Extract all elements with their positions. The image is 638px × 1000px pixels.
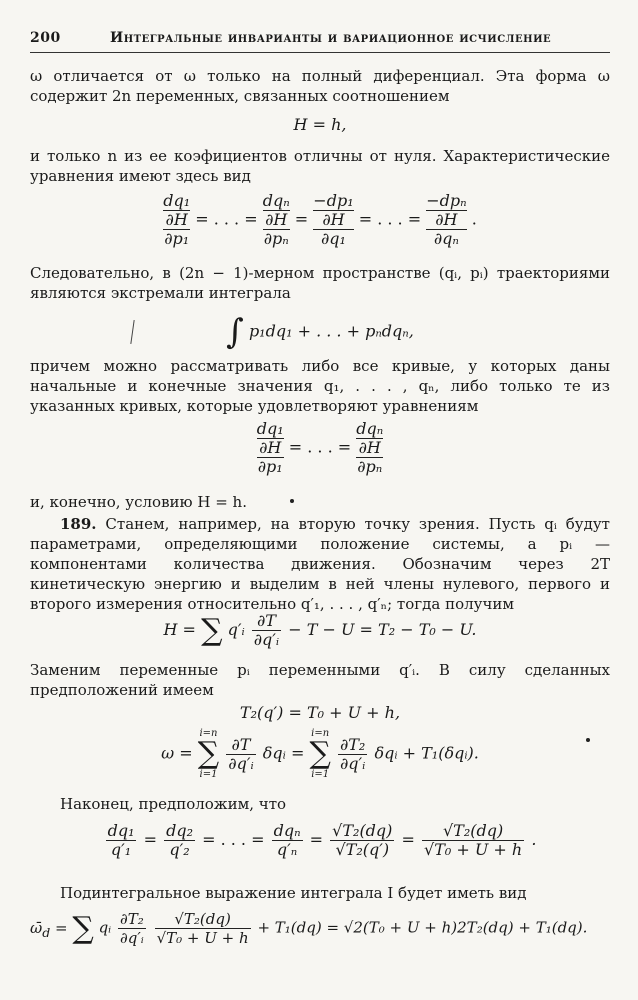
paragraph-2: и только n из ее коэфициентов отличны от нуля. Характеристические уравнения имеют здесь вид <box>30 147 610 185</box>
fraction-sqrt-ratio-2: $\frac{\text{√T₂(dq)}}{\text{√T₀ + U + h}}$ <box>424 821 523 859</box>
paragraph-4: причем можно рассматривать либо все кривые, у которых даны начальные и конечные значения q₁, . . . , qₙ, либо только те из указанных кривых, которые удовлетворяют уравнениям <box>30 357 610 415</box>
fraction-dq1-over-dH-dp1: dq₁ ∂H ∂p₁ <box>163 191 191 248</box>
page-number: 200 <box>30 30 61 46</box>
ink-speck-2 <box>586 738 590 742</box>
equation-characteristic: dq₁ ∂H ∂p₁ = . . . = dqₙ ∂H ∂pₙ = −dp₁ ∂H ∂q₁ = . . . = −dpₙ ∂H ∂qₙ . <box>163 191 477 248</box>
running-title: Интегральные инварианты и вариационное исчисление <box>110 30 552 46</box>
sum-operator-1: i=n ∑ i=1 <box>197 728 220 780</box>
paragraph-1: ω отличается от ω только на полный диференциал. Эта форма ω содержит 2n переменных, связанных соотношением <box>30 67 610 105</box>
sum-sign-2: ∑ <box>72 911 94 946</box>
fraction-dq1-over-q1p: $\frac{\text{dq₁}}{\text{q′₁}}$ <box>107 821 135 859</box>
equation-H-equals-h: H = h, <box>293 115 347 134</box>
fraction-dqn-over-dH-dpn-b: dqₙ ∂H ∂pₙ <box>356 419 384 476</box>
paragraph-3: Следовательно, в (2n − 1)-мерном пространстве (qᵢ, pᵢ) траекториями являются экстремали интеграла <box>30 264 610 302</box>
equation-hamiltonian: H = ∑ q′ᵢ $\frac{\partial T}{\text{∂q′ᵢ}}$ − T − U = T₂ − T₀ − U. <box>163 611 477 649</box>
paragraph-6: 189. Станем, например, на вторую точку зрения. Пусть qᵢ будут параметрами, определяющими положение системы, а pᵢ — компонентами количества движения. Обозначим через 2T кинетическую энергию и выделим в ней члены нулевого, первого и второго измерения относительно q′₁, . . . , q′ₙ; тогда получим <box>30 515 610 613</box>
fraction-mdpn-over-dH-dqn: −dpₙ ∂H ∂qₙ <box>426 191 467 248</box>
paragraph-7: Заменим переменные pᵢ переменными q′ᵢ. В силу сделанных предположений имеем <box>30 661 610 699</box>
fraction-dT2-over-dqi: $\frac{\text{∂T₂}}{\text{∂q′ᵢ}}$ <box>339 734 366 773</box>
equation-omega-d: $\omegā_d$ = ∑ qᵢ $\frac{\text{∂T₂}}{\text{∂q′ᵢ}}$ $\frac{\text{√T₂(dq)}}{\text{√T₀ + U + h}}$ + T₁(dq) = √2(T₀ + U + h)2T₂(dq) + T₁(dq). <box>30 910 588 947</box>
fraction-mdp1-over-dH-dq1: −dp₁ ∂H ∂q₁ <box>313 191 354 248</box>
equation-dq-over-dH-dp: dq₁ ∂H ∂p₁ = . . . = dqₙ ∂H ∂pₙ <box>256 419 384 476</box>
fraction-dqn-over-qnp: $\frac{\text{dqₙ}}{\text{q′ₙ}}$ <box>273 821 301 859</box>
equation-T2: T₂(q′) = T₀ + U + h, <box>239 703 401 722</box>
fraction-dq2-over-q2p: $\frac{\text{dq₂}}{\text{q′₂}}$ <box>166 821 193 859</box>
sum-sign: ∑ <box>201 613 223 648</box>
header-rule <box>30 52 610 53</box>
ink-speck <box>290 499 294 503</box>
fraction-sqrt-ratio-3: $\frac{\text{√T₂(dq)}}{\text{√T₀ + U + h}}$ <box>156 910 249 947</box>
fraction-dqn-over-dH-dpn: dqₙ ∂H ∂pₙ <box>262 191 290 248</box>
fraction-dT-over-dqi-b: $\frac{\partial T}{\text{∂q′ᵢ}}$ <box>228 734 254 773</box>
fraction-dT2-over-dqi-b: $\frac{\text{∂T₂}}{\text{∂q′ᵢ}}$ <box>119 910 144 947</box>
fraction-dT-over-dqi: $\frac{\partial T}{\text{∂q′ᵢ}}$ <box>253 611 280 649</box>
equation-omega: ω = i=n ∑ i=1 $\frac{\partial T}{\text{∂q′ᵢ}}$ δqᵢ = i=n ∑ i=1 $\frac{\text{∂T₂}}{\text{∂q′ᵢ}}$ δqᵢ + T₁(δqᵢ). <box>161 728 479 780</box>
equation-finally: $\frac{\text{dq₁}}{\text{q′₁}}$ = $\frac{\text{dq₂}}{\text{q′₂}}$ = . . . = $\frac{\text{dqₙ}}{\text{q′ₙ}}$ = $\frac{\text{√T₂(dq)}}{\text{√T₂(q′)}}$ = $\frac{\text{√T₂(dq)}}{\text{√T₀ + U + h}}$ . <box>107 821 537 859</box>
paragraph-5: и, конечно, условию H = h. <box>30 493 247 511</box>
sum-operator-2: i=n ∑ i=1 <box>309 728 331 780</box>
integral-sign: ∫ <box>226 312 244 352</box>
section-number: 189. <box>60 515 97 533</box>
fraction-dq1-over-dH-dp1-b: dq₁ ∂H ∂p₁ <box>256 419 284 476</box>
paragraph-8: Наконец, предположим, что <box>60 795 287 813</box>
paragraph-9: Подинтегральное выражение интеграла I будет иметь вид <box>60 884 527 902</box>
fraction-sqrt-ratio-1: $\frac{\text{√T₂(dq)}}{\text{√T₂(q′)}}$ <box>332 821 393 859</box>
equation-integral: ∫ p₁dq₁ + . . . + pₙdqₙ, <box>226 312 414 352</box>
